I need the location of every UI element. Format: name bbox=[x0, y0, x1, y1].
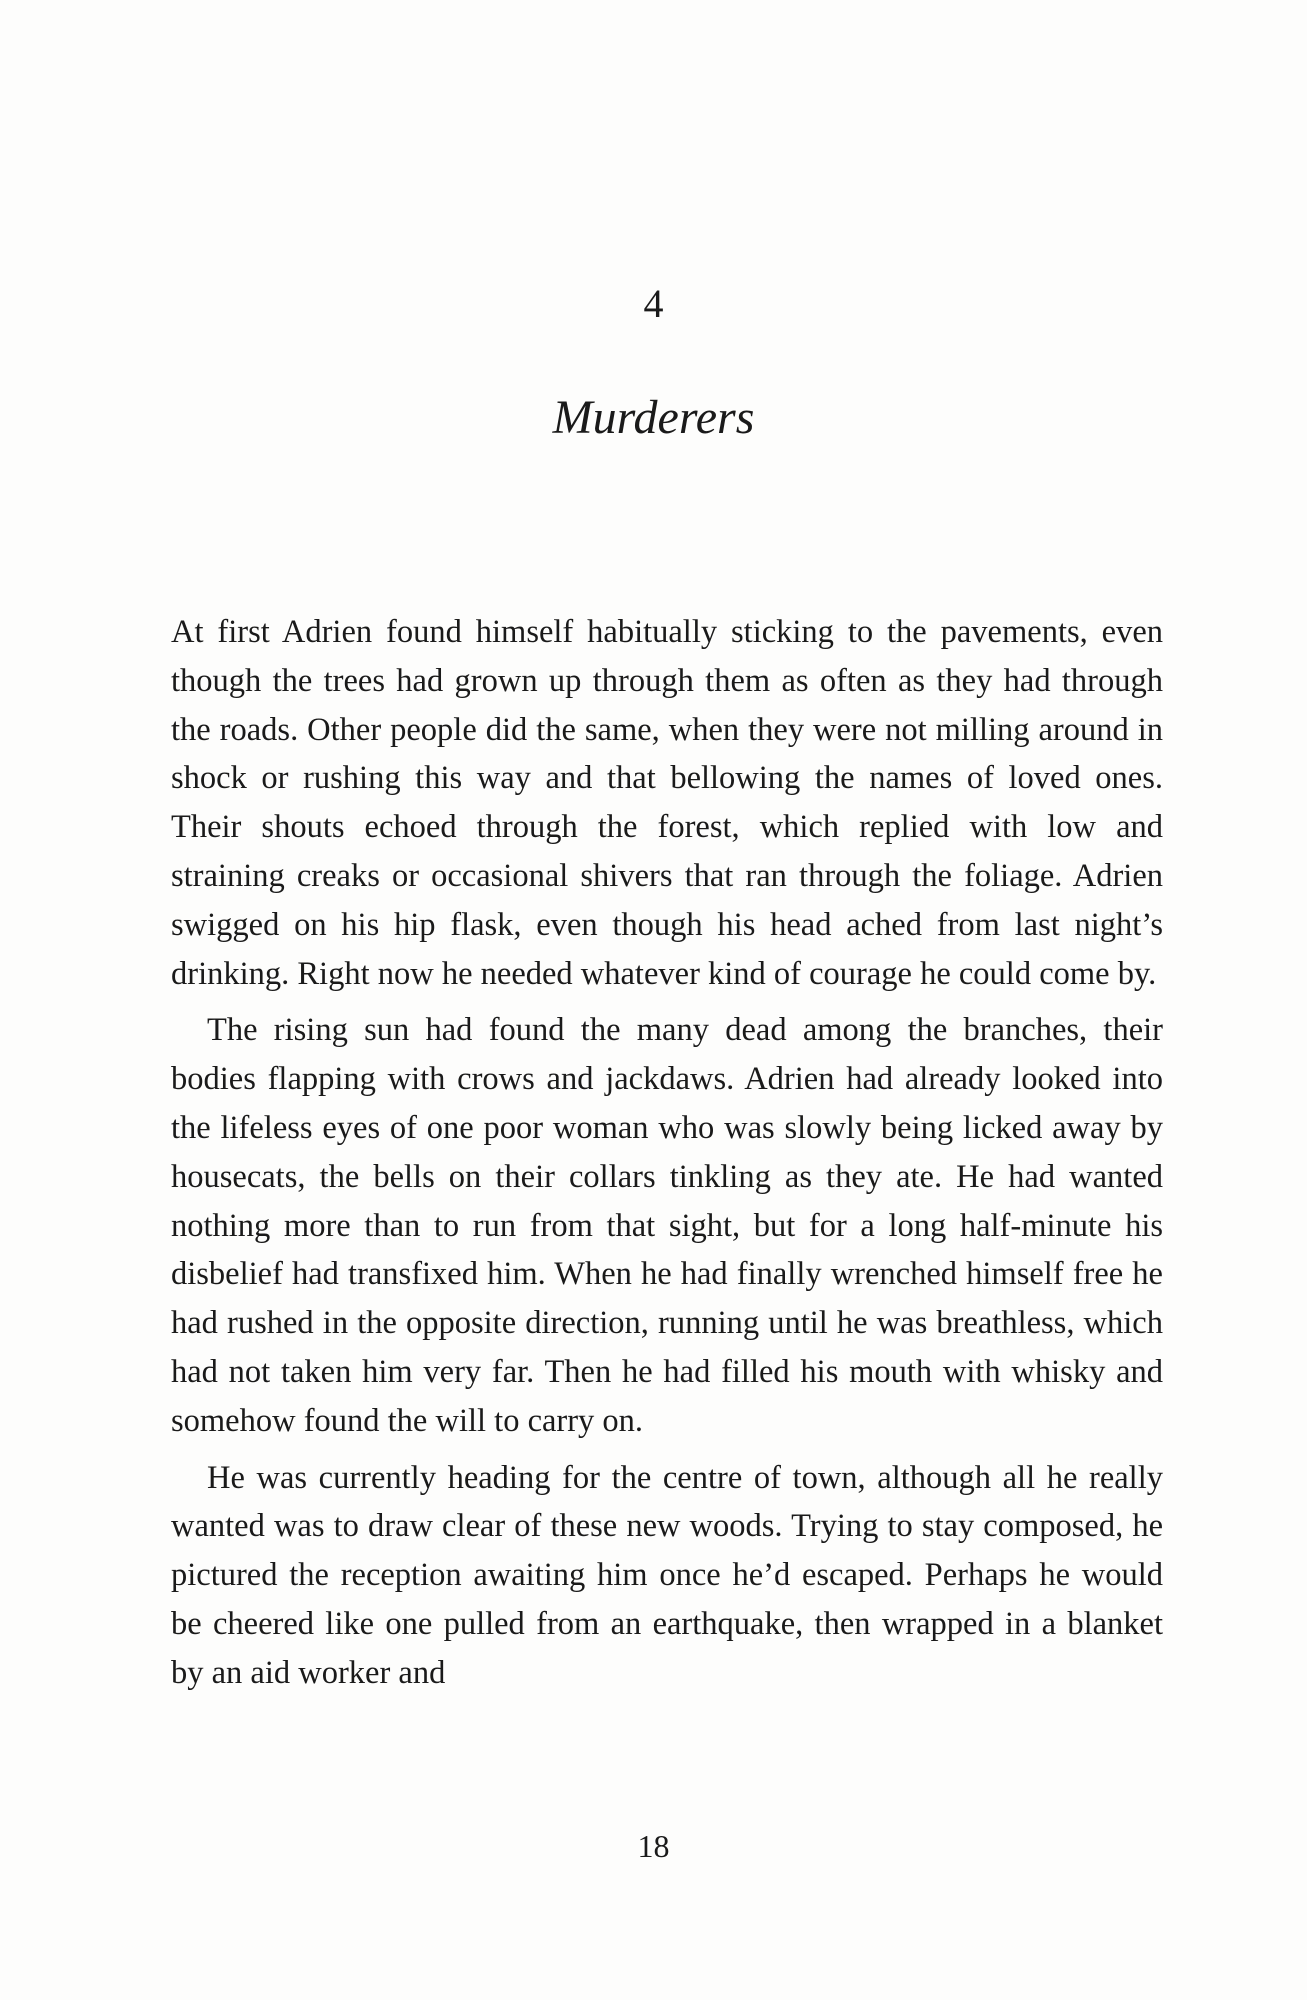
paragraph: The rising sun had found the many dead among the branches, their bodies flapping with crows and jackdaws. Adrien had already looked into the lifeless eyes of one poor woman who was slowly being licked away by housecats, the bells on their collars tinkling as they ate. He had wanted nothing more than to run from that sight, but for a long half-minute his disbelief had transfixed him. When he had finally wrenched himself free he had rushed in the opposite direction, running until he was breathless, which had not taken him very far. Then he had filled his mouth with whisky and somehow found the will to carry on. bbox=[171, 1012, 1163, 1439]
page-number: 18 bbox=[637, 1828, 670, 1864]
chapter-number: 4 bbox=[643, 281, 664, 326]
chapter-title: Murderers bbox=[552, 391, 755, 444]
chapter-body bbox=[171, 608, 1163, 1698]
paragraph: At first Adrien found himself habitually sticking to the pavements, even though the trees had grown up through them as often as they had through the roads. Other people did the same, when they were not milling around in shock or rushing this way and that bellowing the names of loved ones. Their shouts echoed through the forest, which replied with low and straining creaks or occasional shivers that ran through the foliage. Adrien swigged on his hip flask, even though his head ached from last night’s drinking. Right now he needed whatever kind of courage he could come by. bbox=[171, 614, 1163, 992]
paragraph: He was currently heading for the centre of town, although all he really wanted was to draw clear of these new woods. Trying to stay composed, he pictured the reception awaiting him once he’d escaped. Perhaps he would be cheered like one pulled from an earthquake, then wrapped in a blanket by an aid worker and bbox=[171, 1459, 1163, 1691]
